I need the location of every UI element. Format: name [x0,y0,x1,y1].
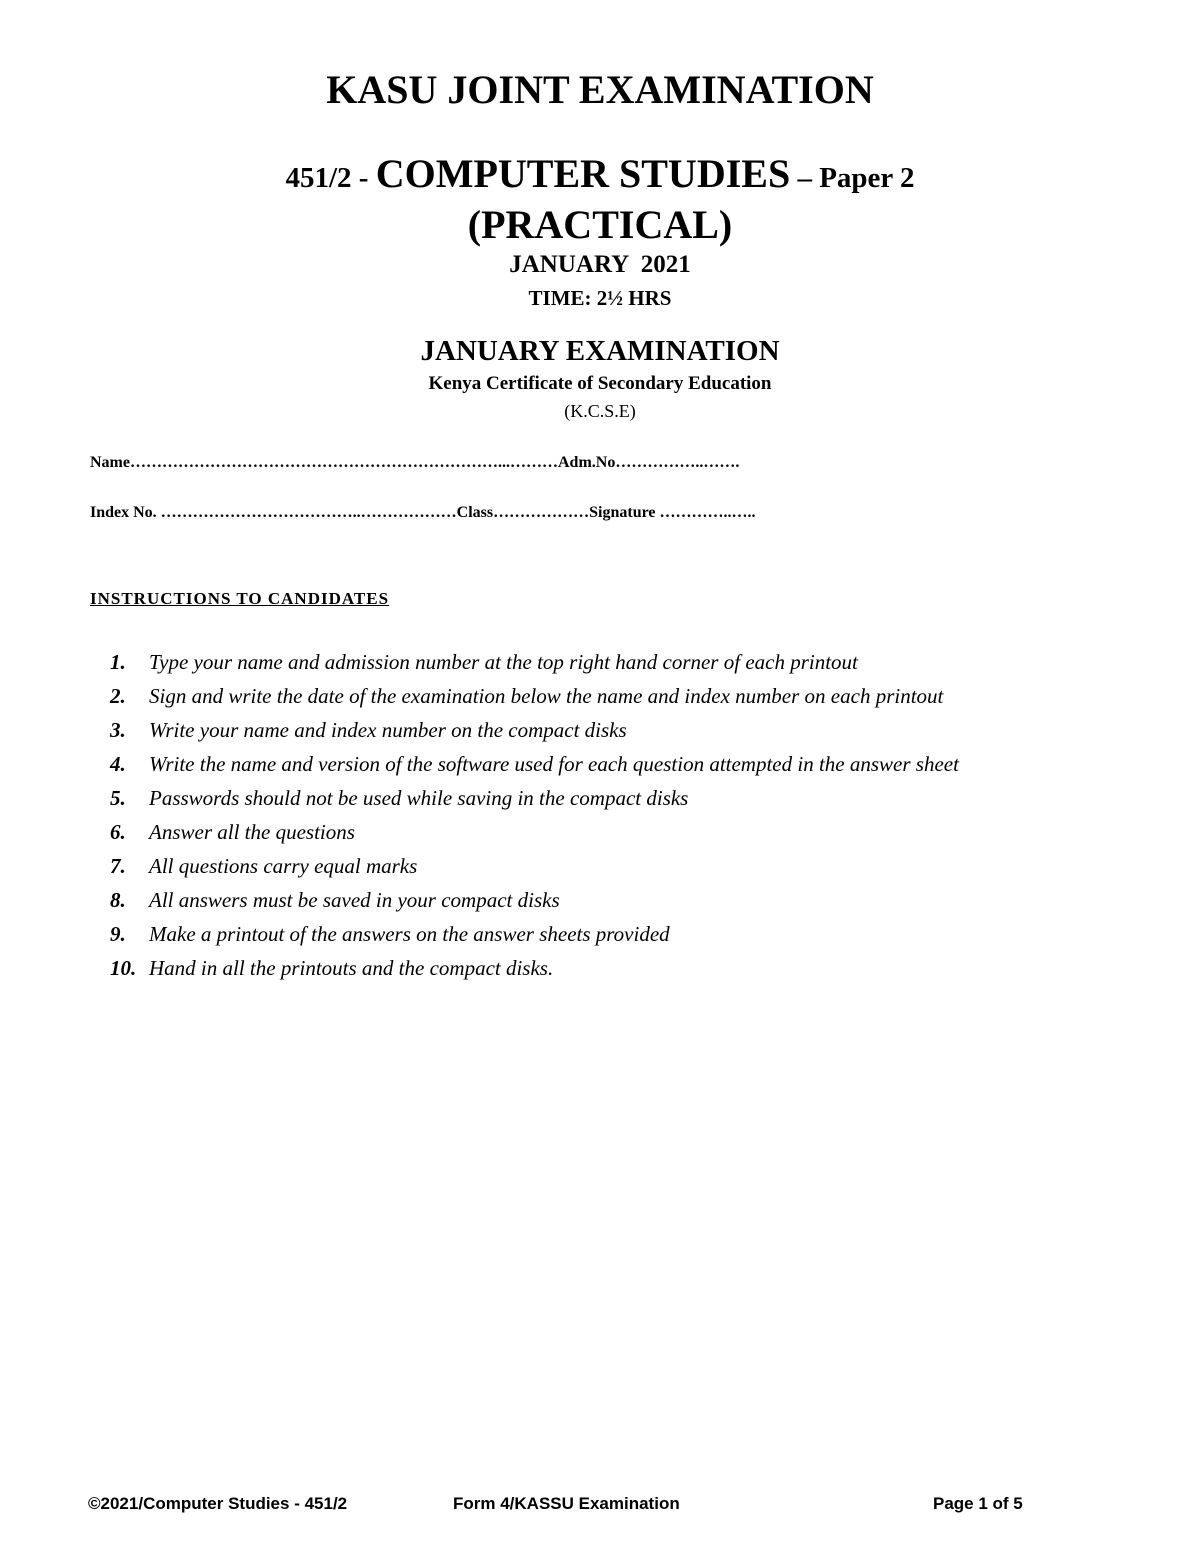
instruction-text: Answer all the questions [149,820,355,844]
exam-title: KASU JOINT EXAMINATION [326,67,874,112]
exam-name: JANUARY EXAMINATION [420,335,780,367]
instruction-text: All questions carry equal marks [149,854,418,878]
instruction-number: 2. [110,684,126,708]
instruction-item [110,951,1090,985]
instruction-number: 10. [110,956,137,980]
footer-exam: Form 4/KASSU Examination [453,1494,680,1513]
instructions-list [110,645,1090,985]
instruction-item [110,917,1090,951]
certificate-abbr: (K.C.S.E) [564,401,636,421]
subject: COMPUTER STUDIES [375,151,791,196]
instruction-item [110,679,1090,713]
instruction-number: 9. [110,922,126,946]
instruction-number: 6. [110,820,126,844]
instruction-number: 7. [110,854,126,878]
instruction-number: 4. [110,752,126,776]
instruction-number: 3. [110,718,126,742]
exam-time: TIME: 2½ HRS [528,286,672,310]
paper-number: – Paper 2 [797,162,915,194]
instruction-text: Sign and write the date of the examination below the name and index number on each printout [149,684,944,708]
certificate: Kenya Certificate of Secondary Education [428,373,772,394]
name-adm-field: Name……………………………………………………………...………Adm.No……………..……. [90,454,740,471]
instruction-item [110,781,1090,815]
index-class-signature-field: Index No. ………………………………..………………Class………………Signature …………..….. [90,504,756,521]
instruction-text: Write the name and version of the software used for each question attempted in the answer sheet [149,752,959,776]
paper-title [0,150,1200,197]
instruction-text: Passwords should not be used while saving in the compact disks [149,786,689,810]
paper-code: 451/2 - [285,162,369,194]
instruction-item [110,713,1090,747]
instruction-item [110,849,1090,883]
footer-copyright: ©2021/Computer Studies - 451/2 [88,1494,348,1513]
footer-page-number: Page 1 of 5 [933,1494,1023,1513]
instructions-heading: INSTRUCTIONS TO CANDIDATES [90,589,390,608]
instruction-item [110,747,1090,781]
instruction-item [110,645,1090,679]
instruction-text: All answers must be saved in your compact disks [149,888,560,912]
instruction-number: 1. [110,650,126,674]
paper-type: (PRACTICAL) [467,202,733,247]
instruction-number: 5. [110,786,126,810]
instruction-text: Make a printout of the answers on the answer sheets provided [149,922,670,946]
instruction-text: Write your name and index number on the compact disks [149,718,627,742]
instruction-item [110,815,1090,849]
instruction-item [110,883,1090,917]
instruction-text: Type your name and admission number at the top right hand corner of each printout [149,650,858,674]
instruction-number: 8. [110,888,126,912]
instruction-text: Hand in all the printouts and the compact disks. [149,956,554,980]
exam-date: JANUARY 2021 [509,251,691,278]
